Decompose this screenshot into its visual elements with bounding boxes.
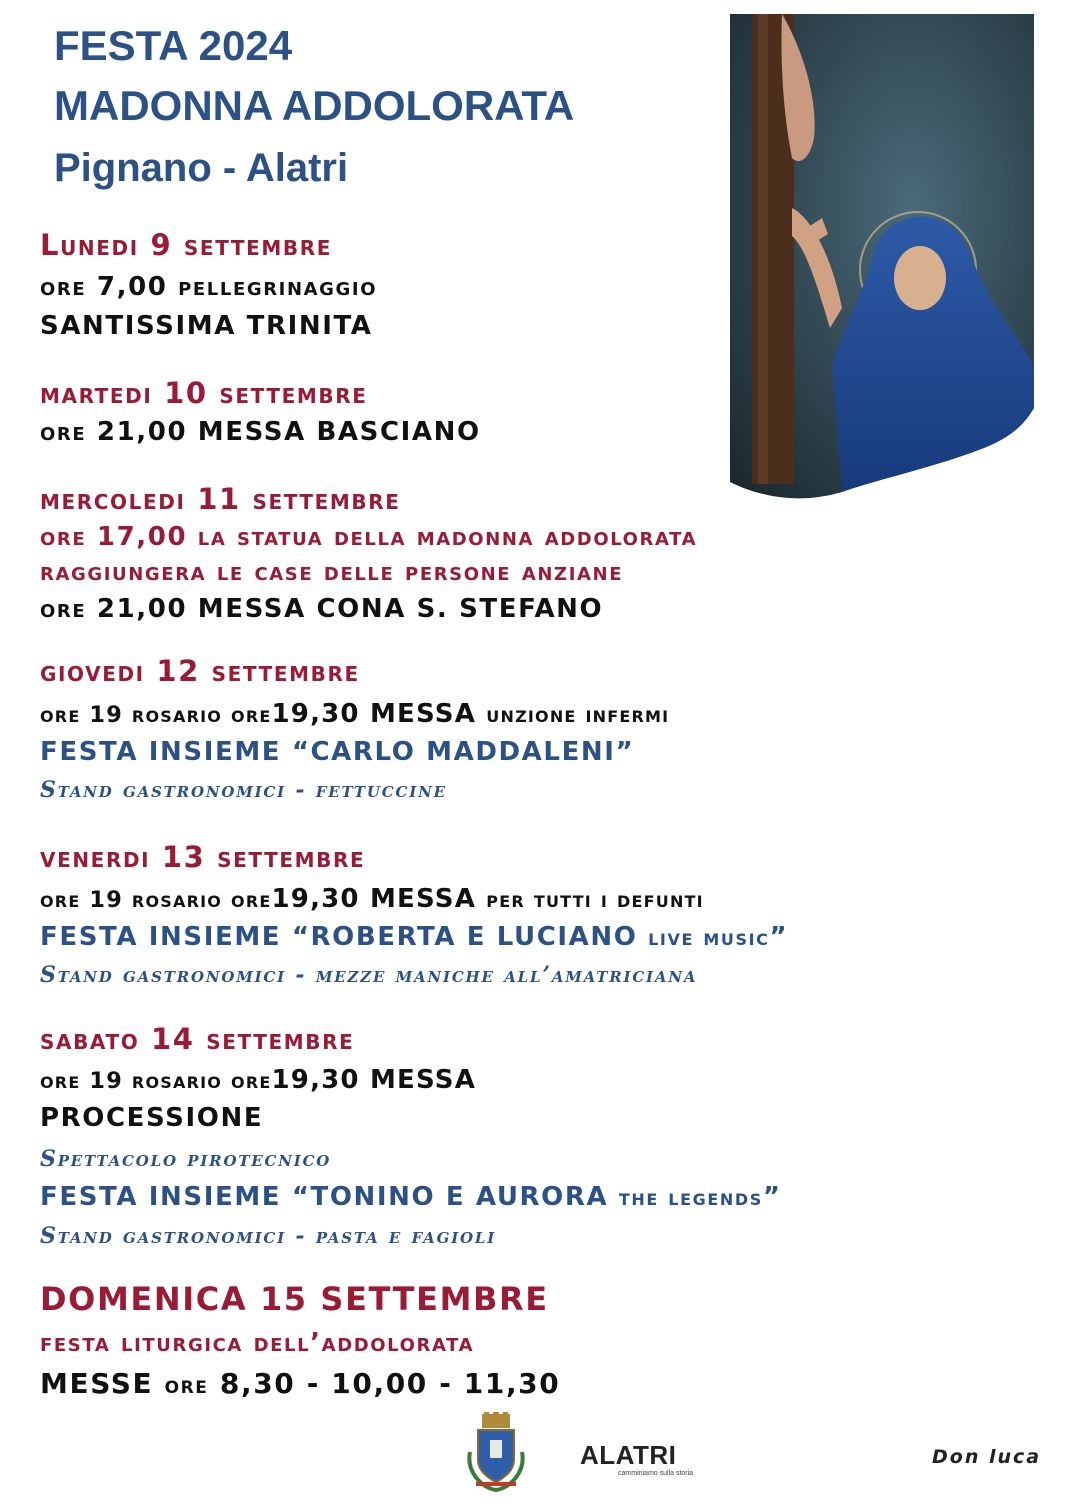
wednesday-line-3: ore 21,00 MESSA CONA S. STEFANO bbox=[40, 594, 604, 624]
monday-line-2: SANTISSIMA TRINITA bbox=[40, 311, 373, 341]
saturday-line-1 bbox=[40, 1065, 476, 1095]
sunday-line-2 bbox=[40, 1367, 560, 1400]
saturday-quote-close: ” bbox=[762, 1182, 782, 1212]
friday-messa: 19,30 MESSA bbox=[271, 884, 477, 914]
day-heading-saturday: sabato 14 settembre bbox=[40, 1022, 355, 1056]
sunday-times: 8,30 - 10,00 - 11,30 bbox=[219, 1367, 561, 1400]
saturday-the-legends: the legends bbox=[618, 1185, 763, 1211]
thursday-messa: 19,30 MESSA bbox=[271, 699, 477, 729]
day-heading-friday: venerdi 13 settembre bbox=[40, 840, 366, 874]
friday-intention: per tutti i defunti bbox=[486, 887, 704, 913]
day-heading-wednesday: mercoledi 11 settembre bbox=[40, 482, 401, 516]
friday-rosario: ore 19 rosario ore bbox=[40, 887, 272, 913]
sunday-line-1: festa liturgica dell’addolorata bbox=[40, 1328, 475, 1358]
saturday-line-5: Stand gastronomici - pasta e fagioli bbox=[40, 1223, 497, 1249]
alatri-logo-text: ALATRI bbox=[580, 1440, 677, 1470]
saturday-messa: 19,30 MESSA bbox=[271, 1065, 477, 1095]
sunday-ore: ore bbox=[164, 1371, 209, 1399]
friday-line-1 bbox=[40, 884, 704, 914]
thursday-intention: unzione infermi bbox=[486, 702, 670, 728]
title-festa-year: FESTA 2024 bbox=[54, 22, 293, 69]
alatri-logo-tagline: camminiamo sulla storia bbox=[618, 1470, 694, 1477]
day-heading-thursday: giovedi 12 settembre bbox=[40, 654, 360, 688]
friday-live-music: live music bbox=[648, 925, 770, 951]
tuesday-line-1: ore 21,00 MESSA BASCIANO bbox=[40, 417, 481, 447]
title-madonna-addolorata: MADONNA ADDOLORATA bbox=[54, 82, 575, 129]
saturday-rosario: ore 19 rosario ore bbox=[40, 1068, 272, 1094]
wednesday-line-1: ore 17,00 la statua della madonna addolorata bbox=[40, 522, 698, 552]
thursday-rosario: ore 19 rosario ore bbox=[40, 702, 272, 728]
friday-line-2 bbox=[40, 922, 788, 952]
saturday-line-2: PROCESSIONE bbox=[40, 1103, 264, 1133]
sunday-messe: MESSE bbox=[40, 1367, 154, 1400]
thursday-line-1 bbox=[40, 699, 669, 729]
saturday-line-3: Spettacolo pirotecnico bbox=[40, 1146, 332, 1172]
signature: Don luca bbox=[932, 1446, 1042, 1468]
friday-festa: FESTA INSIEME “ROBERTA E LUCIANO bbox=[40, 922, 638, 952]
friday-quote-close: ” bbox=[769, 922, 789, 952]
madonna-at-cross-painting bbox=[722, 8, 1044, 504]
day-heading-monday: Lunedi 9 settembre bbox=[40, 228, 333, 262]
monday-line-1: ore 7,00 pellegrinaggio bbox=[40, 272, 378, 302]
day-heading-sunday: DOMENICA 15 SETTEMBRE bbox=[40, 1280, 549, 1318]
alatri-logo bbox=[580, 1440, 720, 1490]
thursday-line-2: FESTA INSIEME “CARLO MADDALENI” bbox=[40, 737, 635, 767]
wednesday-line-2: raggiungera le case delle persone anziane bbox=[40, 557, 624, 587]
day-heading-tuesday: martedi 10 settembre bbox=[40, 376, 368, 410]
friday-line-3: Stand gastronomici - mezze maniche all’amatriciana bbox=[40, 962, 698, 988]
municipal-coat-of-arms-icon bbox=[462, 1412, 530, 1494]
thursday-line-3: Stand gastronomici - fettuccine bbox=[40, 777, 447, 803]
saturday-festa: FESTA INSIEME “TONINO E AURORA bbox=[40, 1182, 609, 1212]
saturday-line-4 bbox=[40, 1182, 782, 1212]
title-location: Pignano - Alatri bbox=[54, 146, 349, 190]
